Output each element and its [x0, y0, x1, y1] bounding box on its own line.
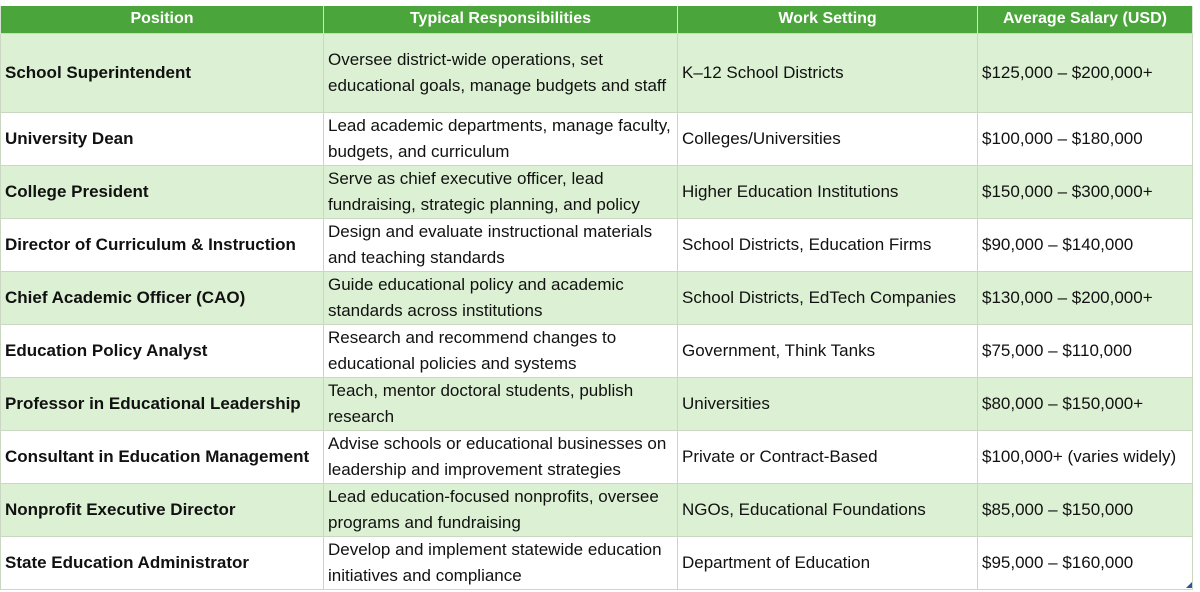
- cell-work-setting[interactable]: K–12 School Districts: [678, 33, 978, 112]
- cell-work-setting[interactable]: Colleges/Universities: [678, 112, 978, 165]
- cell-work-setting[interactable]: Higher Education Institutions: [678, 165, 978, 218]
- table-row: [1, 165, 1193, 218]
- cell-responsibilities[interactable]: Serve as chief executive officer, lead fundraising, strategic planning, and policy: [324, 165, 678, 218]
- cell-work-setting[interactable]: Universities: [678, 377, 978, 430]
- cell-salary[interactable]: $80,000 – $150,000+: [978, 377, 1193, 430]
- header-position[interactable]: Position: [1, 6, 324, 33]
- header-work-setting[interactable]: Work Setting: [678, 6, 978, 33]
- cell-responsibilities[interactable]: Lead academic departments, manage faculty, budgets, and curriculum: [324, 112, 678, 165]
- cell-work-setting[interactable]: School Districts, EdTech Companies: [678, 271, 978, 324]
- cell-salary[interactable]: $75,000 – $110,000: [978, 324, 1193, 377]
- cell-responsibilities[interactable]: Research and recommend changes to educational policies and systems: [324, 324, 678, 377]
- table-row: [1, 218, 1193, 271]
- cell-salary[interactable]: $130,000 – $200,000+: [978, 271, 1193, 324]
- cell-position[interactable]: Education Policy Analyst: [1, 324, 324, 377]
- cell-position[interactable]: University Dean: [1, 112, 324, 165]
- cell-work-setting[interactable]: Department of Education: [678, 536, 978, 589]
- cell-position[interactable]: Consultant in Education Management: [1, 430, 324, 483]
- table-row: [1, 112, 1193, 165]
- cell-position[interactable]: State Education Administrator: [1, 536, 324, 589]
- table-row: [1, 324, 1193, 377]
- cell-salary[interactable]: $100,000+ (varies widely): [978, 430, 1193, 483]
- cell-salary[interactable]: $95,000 – $160,000: [978, 536, 1193, 589]
- cell-salary[interactable]: $125,000 – $200,000+: [978, 33, 1193, 112]
- table-row: [1, 483, 1193, 536]
- table-row: [1, 536, 1193, 589]
- table-row: [1, 33, 1193, 112]
- header-row: [1, 6, 1193, 33]
- cell-responsibilities[interactable]: Teach, mentor doctoral students, publish research: [324, 377, 678, 430]
- cell-responsibilities[interactable]: Develop and implement statewide education initiatives and compliance: [324, 536, 678, 589]
- cell-position[interactable]: Professor in Educational Leadership: [1, 377, 324, 430]
- header-responsibilities[interactable]: Typical Responsibilities: [324, 6, 678, 33]
- table-row: [1, 377, 1193, 430]
- table-row: [1, 430, 1193, 483]
- header-average-salary[interactable]: Average Salary (USD): [978, 6, 1193, 33]
- salary-table: [0, 6, 1193, 590]
- cell-responsibilities[interactable]: Lead education-focused nonprofits, oversee programs and fundraising: [324, 483, 678, 536]
- resize-handle-icon[interactable]: [1186, 582, 1192, 588]
- cell-position[interactable]: Chief Academic Officer (CAO): [1, 271, 324, 324]
- cell-responsibilities[interactable]: Oversee district-wide operations, set educational goals, manage budgets and staff: [324, 33, 678, 112]
- cell-work-setting[interactable]: NGOs, Educational Foundations: [678, 483, 978, 536]
- cell-position[interactable]: Director of Curriculum & Instruction: [1, 218, 324, 271]
- cell-responsibilities[interactable]: Advise schools or educational businesses on leadership and improvement strategies: [324, 430, 678, 483]
- cell-responsibilities[interactable]: Guide educational policy and academic standards across institutions: [324, 271, 678, 324]
- cell-work-setting[interactable]: Private or Contract-Based: [678, 430, 978, 483]
- cell-position[interactable]: College President: [1, 165, 324, 218]
- cell-salary[interactable]: $90,000 – $140,000: [978, 218, 1193, 271]
- cell-position[interactable]: Nonprofit Executive Director: [1, 483, 324, 536]
- cell-salary[interactable]: $100,000 – $180,000: [978, 112, 1193, 165]
- table-row: [1, 271, 1193, 324]
- cell-salary[interactable]: $85,000 – $150,000: [978, 483, 1193, 536]
- cell-work-setting[interactable]: Government, Think Tanks: [678, 324, 978, 377]
- cell-work-setting[interactable]: School Districts, Education Firms: [678, 218, 978, 271]
- cell-position[interactable]: School Superintendent: [1, 33, 324, 112]
- cell-salary[interactable]: $150,000 – $300,000+: [978, 165, 1193, 218]
- cell-responsibilities[interactable]: Design and evaluate instructional materials and teaching standards: [324, 218, 678, 271]
